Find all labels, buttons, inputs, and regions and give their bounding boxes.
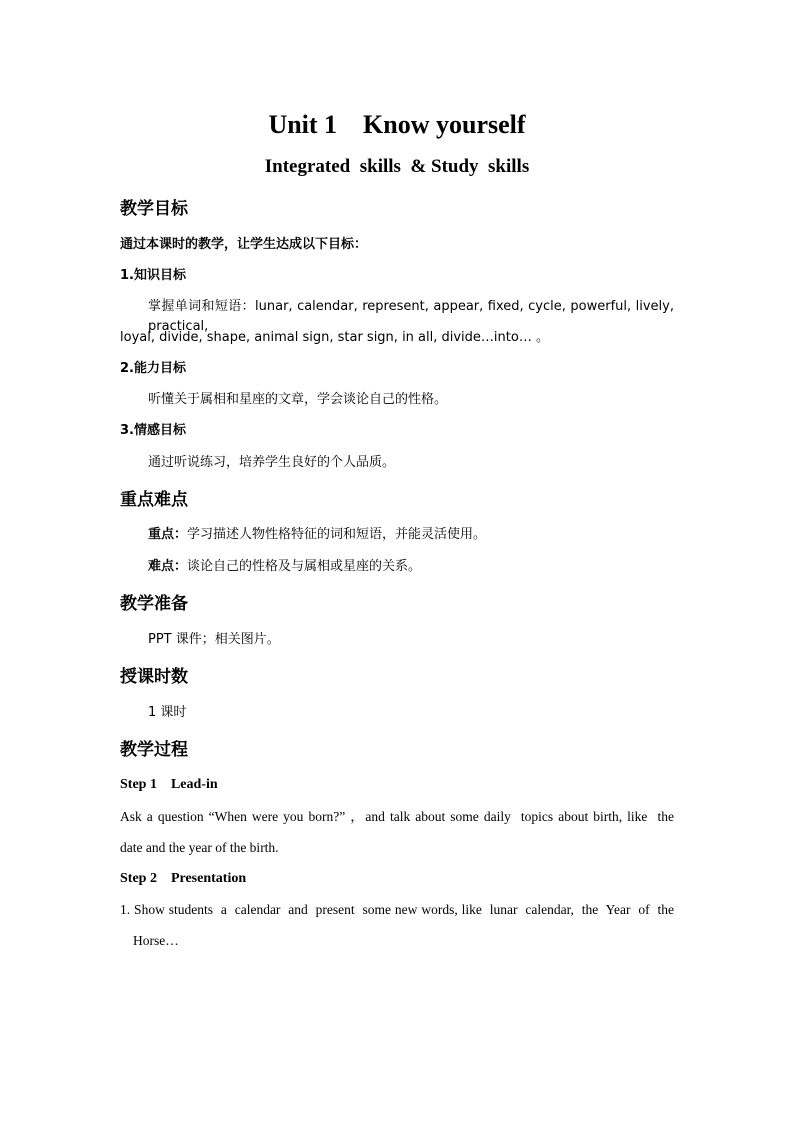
- section-heading-hours: 授课时数: [120, 667, 188, 687]
- document-title: Unit 1 Know yourself: [268, 110, 526, 139]
- step-1-line-1: Ask a question “When were you born?” ，and talk about some daily topics about birth, like the: [120, 809, 674, 824]
- hours-text: 1 课时: [148, 705, 187, 720]
- section-heading-process: 教学过程: [120, 740, 188, 760]
- step-1-label: Step 1 Lead-in: [120, 777, 218, 792]
- ability-goal-text: 听懂关于属相和星座的文章，学会谈论自己的性格。: [148, 392, 448, 407]
- difficulty-point: [148, 557, 421, 577]
- section-heading-key-points: 重点难点: [120, 490, 188, 510]
- knowledge-goal-line-1: 掌握单词和短语：lunar, calendar, represent, appear, fixed, cycle, powerful, lively, practical,: [148, 299, 674, 334]
- difficulty-text: 谈论自己的性格及与属相或星座的关系。: [187, 559, 422, 574]
- objectives-intro: 通过本课时的教学，让学生达成以下目标：: [120, 237, 368, 252]
- step-2-line-1: 1. Show students a calendar and present some new words, like lunar calendar, the Year of the: [120, 902, 674, 917]
- step-2-label: Step 2 Presentation: [120, 871, 247, 886]
- emotion-goal-text: 通过听说练习，培养学生良好的个人品质。: [148, 455, 396, 470]
- knowledge-goal-line-2: loyal, divide, shape, animal sign, star sign, in all, divide…into… 。: [120, 330, 549, 345]
- section-heading-preparation: 教学准备: [120, 594, 188, 614]
- document-subtitle: Integrated skills & Study skills: [264, 156, 530, 177]
- focus-label: 重点：: [148, 527, 188, 542]
- knowledge-goal-label: 1.知识目标: [120, 268, 186, 283]
- ability-goal-label: 2.能力目标: [120, 361, 186, 376]
- difficulty-label: 难点：: [148, 559, 188, 574]
- focus-point: [148, 525, 486, 545]
- focus-text: 学习描述人物性格特征的词和短语，并能灵活使用。: [187, 527, 487, 542]
- step-1-line-2: date and the year of the birth.: [120, 840, 279, 855]
- emotion-goal-label: 3.情感目标: [120, 423, 186, 438]
- step-2-line-2: Horse…: [133, 933, 179, 948]
- preparation-text: PPT 课件；相关图片。: [148, 632, 280, 647]
- section-heading-objectives: 教学目标: [120, 199, 188, 219]
